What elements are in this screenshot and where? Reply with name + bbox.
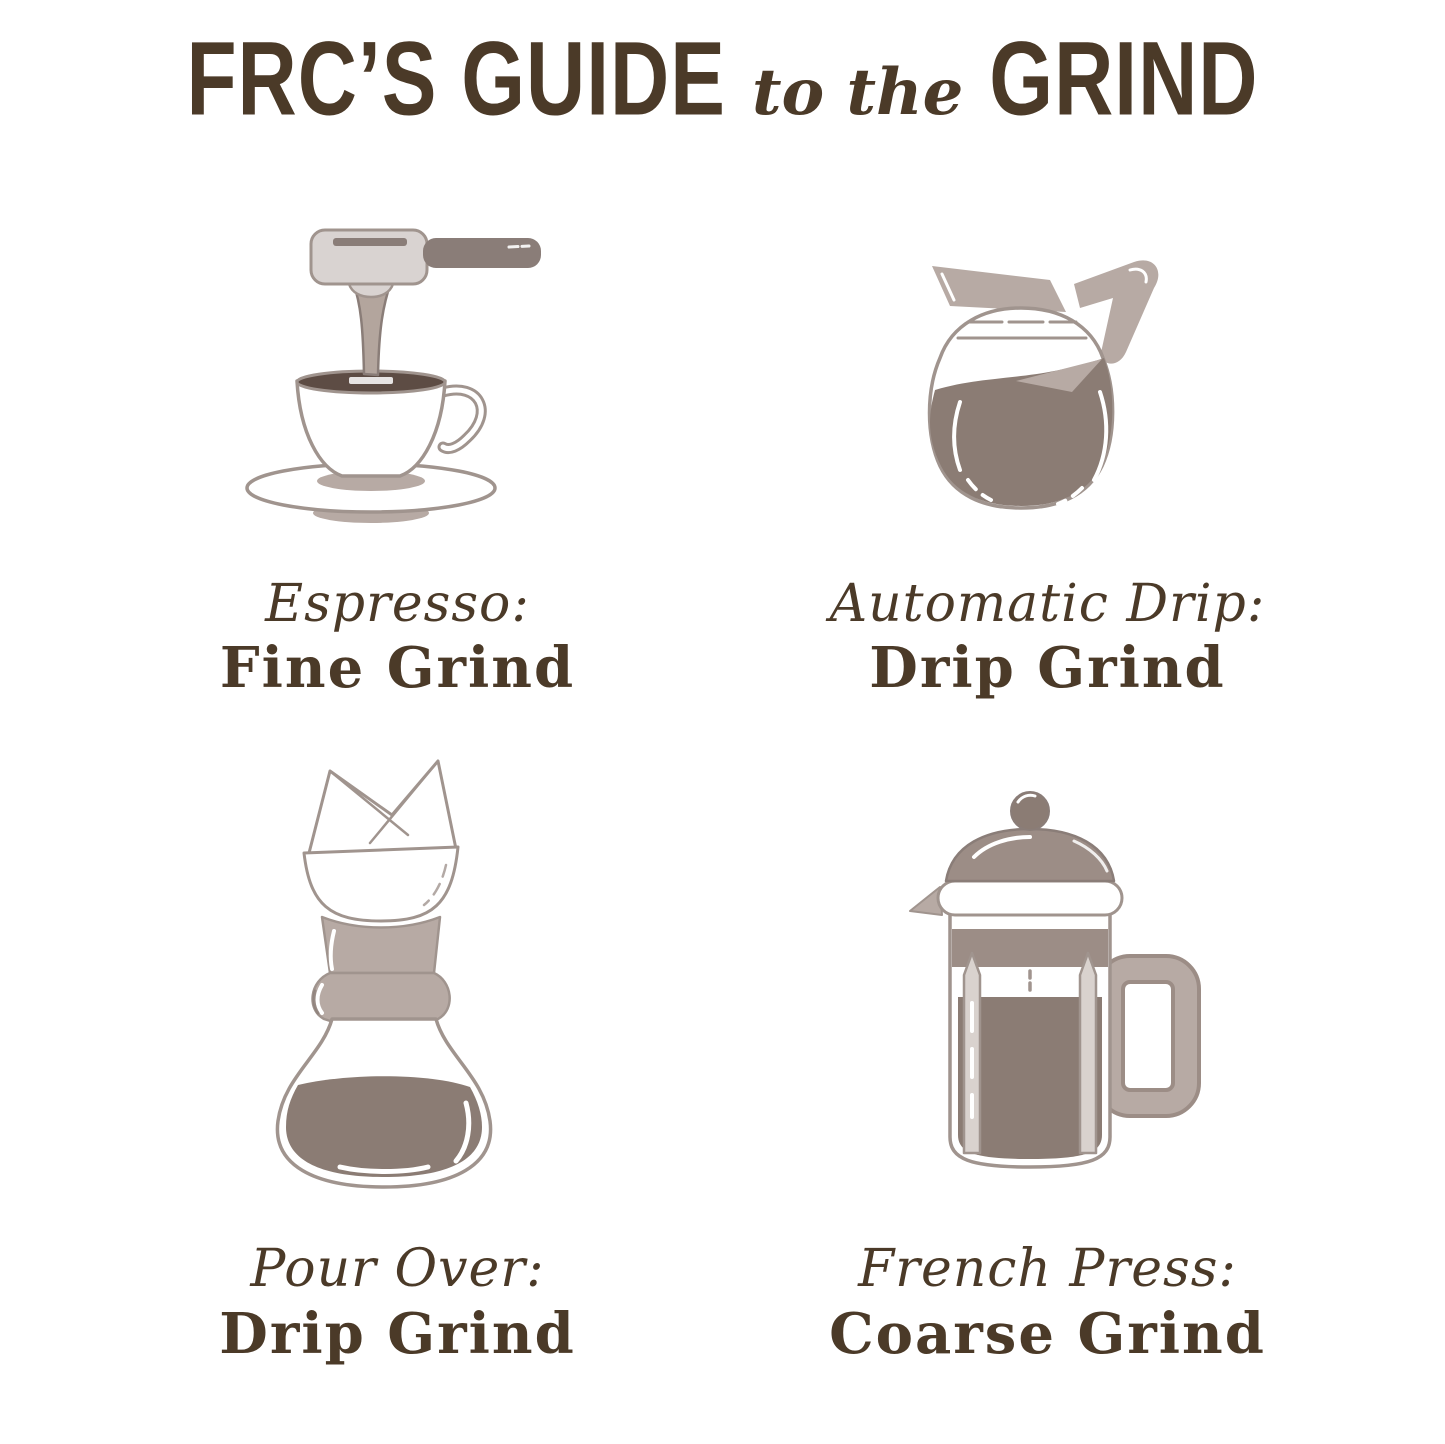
grind-label: Drip Grind xyxy=(869,635,1226,702)
method-grid xyxy=(83,204,1363,1367)
carafe-lid-spout xyxy=(932,266,1066,312)
cup-handle xyxy=(443,390,481,449)
method-label: Pour Over: xyxy=(250,1239,545,1300)
card-pour-over xyxy=(83,757,713,1366)
plunger-knob xyxy=(1011,792,1049,830)
chemex-pour-over-icon xyxy=(218,755,578,1205)
grind-label: Coarse Grind xyxy=(829,1300,1266,1367)
espresso-cup xyxy=(297,371,445,476)
title-tail: GRIND xyxy=(989,20,1259,138)
automatic-drip-labels xyxy=(830,574,1266,701)
carafe-body xyxy=(929,308,1112,508)
press-handle xyxy=(1110,969,1186,1103)
wood-collar xyxy=(312,917,449,1027)
grind-label: Drip Grind xyxy=(219,1300,576,1367)
french-press-icon-box xyxy=(878,757,1218,1205)
french-press-icon xyxy=(878,785,1218,1205)
method-label: Automatic Drip: xyxy=(829,574,1266,634)
paper-filter xyxy=(304,761,458,921)
espresso-icon xyxy=(203,204,593,540)
drip-coffee-carafe-icon xyxy=(868,240,1228,540)
automatic-drip-icon xyxy=(868,204,1228,540)
page-title xyxy=(0,0,1445,140)
title-script: to the xyxy=(751,55,964,130)
lid xyxy=(910,829,1122,915)
pour-over-icon xyxy=(218,757,578,1205)
title-lead: FRC’S GUIDE xyxy=(186,20,726,138)
espresso-portafilter-cup-icon xyxy=(203,210,593,540)
flask xyxy=(277,1019,490,1187)
french-press-labels xyxy=(829,1239,1266,1366)
pour-over-labels xyxy=(219,1239,575,1366)
method-label: French Press: xyxy=(858,1239,1237,1300)
method-label: Espresso: xyxy=(265,574,530,634)
card-french-press xyxy=(733,757,1363,1366)
card-automatic-drip xyxy=(733,204,1363,701)
espresso-labels xyxy=(220,574,575,701)
grind-label: Fine Grind xyxy=(219,635,576,702)
portafilter xyxy=(311,230,541,297)
card-espresso xyxy=(83,204,713,701)
